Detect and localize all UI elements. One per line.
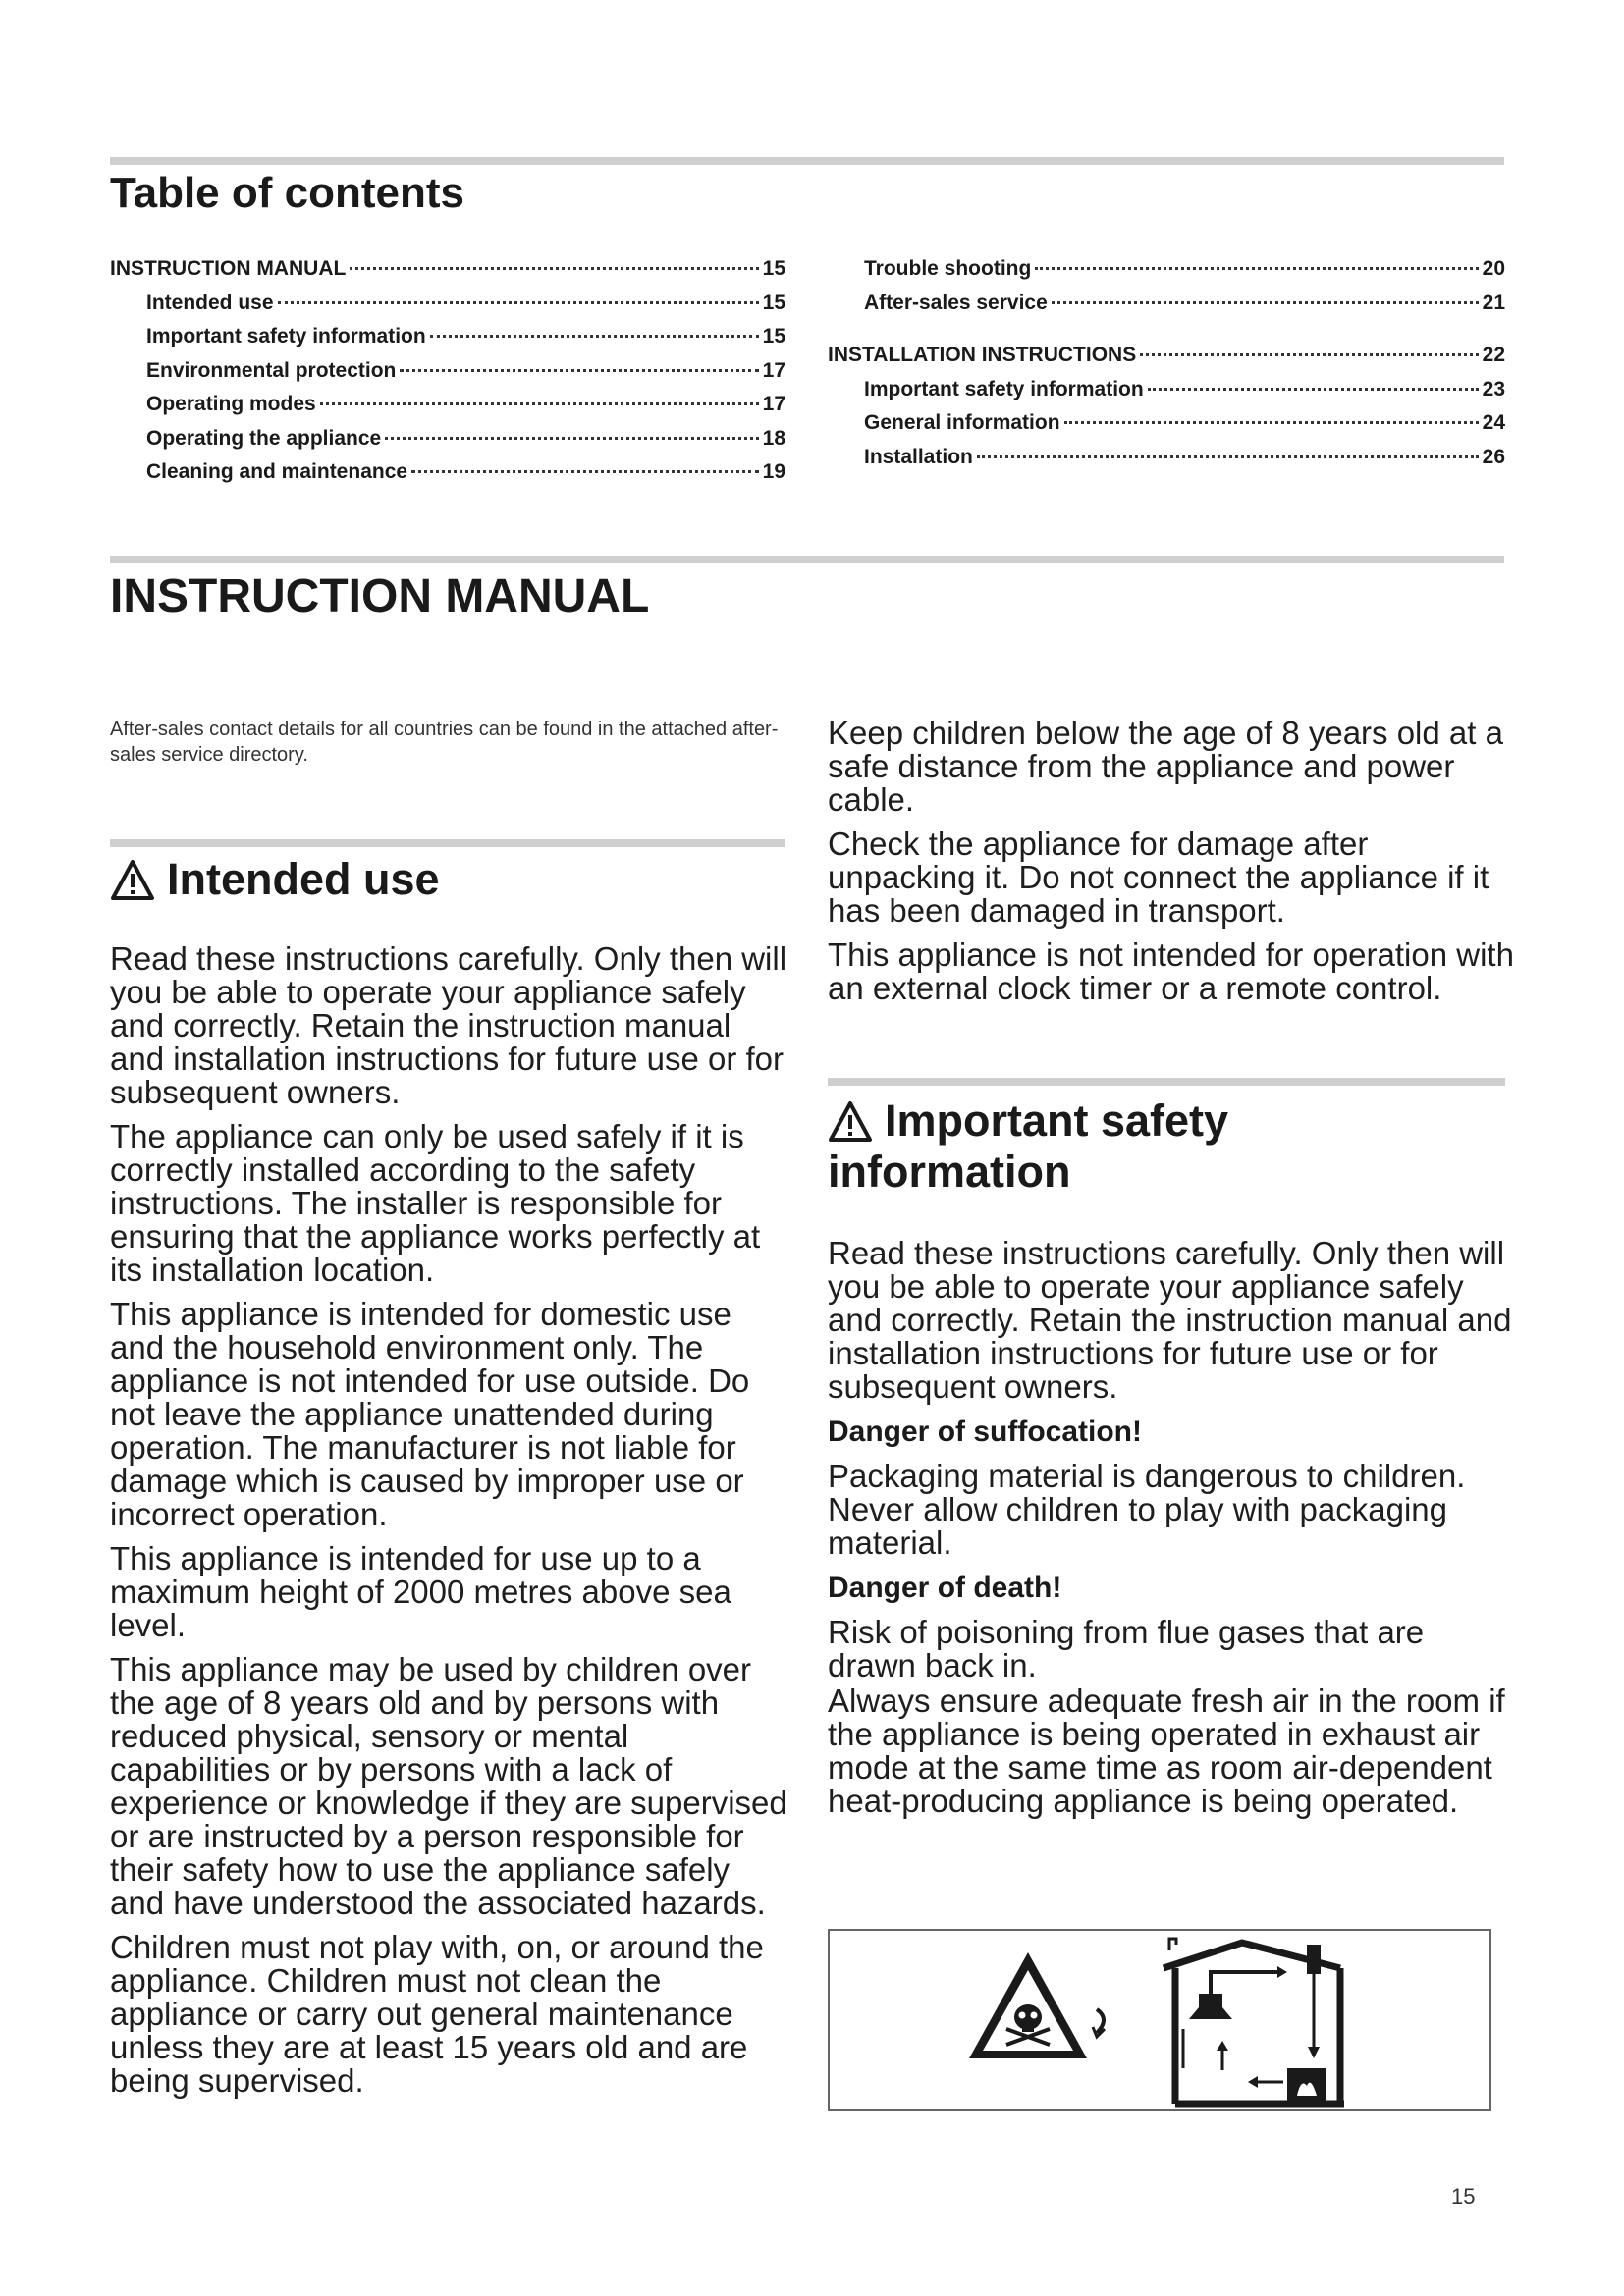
toc-label: Cleaning and maintenance (146, 460, 408, 483)
safety-heading-text (828, 1095, 1229, 1198)
toc-entry-installation[interactable] (828, 446, 1505, 480)
intended-use-section (110, 854, 787, 2109)
toc-page: 19 (762, 460, 785, 483)
toc-top-rule (110, 157, 1504, 165)
toc-title: Table of contents (110, 169, 464, 217)
toc-entry-environmental-protection[interactable] (110, 359, 785, 394)
toc-label: Installation (864, 445, 973, 468)
main-title-rule (110, 556, 1504, 563)
toc-entry-installation-instructions[interactable] (828, 344, 1505, 378)
safety-heading-line2: information (828, 1147, 1071, 1197)
warning-triangle-icon (110, 859, 155, 902)
toc-label: Important safety information (146, 325, 426, 347)
toc-entry-instruction-manual[interactable] (110, 257, 785, 292)
death-paragraph-1: Risk of poisoning from flue gases that are drawn back in. (828, 1614, 1425, 1683)
safety-rule (828, 1078, 1505, 1086)
suffocation-paragraph: Packaging material is dangerous to children. Never allow children to play with packaging material. (828, 1458, 1466, 1561)
toc-label: Intended use (146, 291, 274, 314)
toc-dot-leader (278, 301, 759, 304)
toc-entry-trouble-shooting[interactable] (828, 257, 1505, 292)
timer-paragraph: This appliance is not intended for operation with an external clock timer or a remote control. (828, 936, 1514, 1006)
poison-warning-icon (969, 1952, 1087, 2058)
intended-use-paragraph: The appliance can only be used safely if it is correctly installed according to the safety instructions. The installer is responsible for ensuring that the appliance works perfectly at its installation location. (110, 1118, 761, 1288)
toc-label: INSTALLATION INSTRUCTIONS (828, 344, 1137, 366)
flue-gas-hazard-drawing (830, 1931, 1493, 2113)
death-heading: Danger of death! (828, 1572, 1062, 1604)
intended-use-heading (110, 854, 787, 905)
toc-dot-leader (977, 455, 1479, 458)
suffocation-heading: Danger of suffocation! (828, 1415, 1142, 1448)
toc-page: 26 (1482, 445, 1505, 468)
toc-dot-leader (385, 437, 758, 440)
toc-entry-general-information[interactable] (828, 411, 1505, 446)
toc-label: General information (864, 411, 1060, 434)
toc-dot-leader (1064, 421, 1479, 424)
page-number: 15 (1451, 2184, 1476, 2209)
safety-heading-line1: Important safety (885, 1095, 1229, 1146)
toc-label: Environmental protection (146, 358, 397, 382)
toc-entry-install-safety[interactable] (828, 378, 1505, 412)
safety-intro-paragraph: Read these instructions carefully. Only then will you be able to operate your appliance safely and correctly. Retain the instruction manual and installation instructions for future use or for subsequent owners. (828, 1235, 1512, 1405)
toc-page: 18 (762, 426, 785, 450)
intended-use-paragraph: Children must not play with, on, or around the appliance. Children must not clean the appliance or carry out general maintenance unless they are at least 15 years old and are being supervised. (110, 1929, 764, 2099)
toc-label: Operating the appliance (146, 426, 382, 450)
toc-left-column (110, 257, 785, 495)
toc-gap (828, 325, 1505, 344)
intended-use-heading-text: Intended use (167, 854, 440, 904)
toc-entry-operating-modes[interactable] (110, 393, 785, 427)
toc-page: 15 (762, 325, 785, 347)
toc-dot-leader (1148, 388, 1479, 391)
toc-page: 15 (762, 291, 785, 314)
toc-label: Trouble shooting (864, 257, 1032, 280)
intended-use-paragraph: Read these instructions carefully. Only then will you be able to operate your appliance safely and correctly. Retain the instruction manual and installation instructions for future use or for subsequent owners. (110, 940, 787, 1110)
safety-heading (828, 1095, 1515, 1198)
damage-check-paragraph: Check the appliance for damage after unpacking it. Do not connect the appliance if it has been damaged in transport. (828, 826, 1489, 929)
intended-use-rule (110, 839, 785, 847)
toc-dot-leader (1140, 353, 1478, 356)
flue-gas-hazard-illustration (828, 1929, 1491, 2111)
toc-page: 22 (1482, 344, 1505, 366)
intended-use-paragraph: This appliance is intended for domestic use and the household environment only. The appliance is not intended for use outside. Do not leave the appliance unattended during operation. The manufacturer is not liable for damage which is caused by improper use or incorrect operation. (110, 1296, 750, 1532)
death-paragraph-2: Always ensure adequate fresh air in the room if the appliance is being operated in exhaust air mode at the same time as room air-dependent heat-producing appliance is being operated. (828, 1682, 1505, 1819)
toc-entry-important-safety[interactable] (110, 325, 785, 359)
toc-label: INSTRUCTION MANUAL (110, 257, 347, 280)
toc-dot-leader (430, 335, 759, 338)
toc-entry-operating-appliance[interactable] (110, 427, 785, 461)
toc-dot-leader (1052, 301, 1479, 304)
intended-use-paragraph: This appliance is intended for use up to a maximum height of 2000 metres above sea level. (110, 1540, 731, 1643)
intended-use-paragraph: This appliance may be used by children over the age of 8 years old and by persons with reduced physical, sensory or mental capabilities or by persons with a lack of experience or knowledge if they are supervised or are instructed by a person responsible for their safety how to use the appliance safely and have understood the associated hazards. (110, 1651, 787, 1921)
toc-page: 24 (1482, 411, 1505, 434)
toc-label: After-sales service (864, 291, 1048, 314)
toc-page: 21 (1482, 291, 1505, 314)
toc-dot-leader (400, 369, 758, 372)
toc-page: 20 (1482, 257, 1505, 280)
toc-entry-after-sales[interactable] (828, 292, 1505, 326)
toc-page: 23 (1482, 377, 1505, 400)
toc-entry-intended-use[interactable] (110, 292, 785, 326)
children-distance-paragraph: Keep children below the age of 8 years old at a safe distance from the appliance and power cable. (828, 715, 1503, 818)
toc-dot-leader (350, 267, 758, 270)
toc-right-column (828, 257, 1505, 479)
toc-entry-cleaning-maintenance[interactable] (110, 460, 785, 495)
toc-page: 17 (762, 393, 785, 415)
toc-page: 17 (762, 358, 785, 382)
warning-triangle-icon (828, 1100, 873, 1144)
toc-dot-leader (320, 402, 759, 405)
contact-note: After-sales contact details for all countries can be found in the attached after-sales service directory. (110, 719, 779, 766)
toc-label: Important safety information (864, 377, 1144, 400)
right-column (828, 717, 1515, 1829)
main-title: INSTRUCTION MANUAL (110, 570, 650, 622)
toc-dot-leader (411, 470, 759, 473)
house-icon (1164, 1939, 1344, 2104)
toc-page: 15 (762, 257, 785, 280)
toc-label: Operating modes (146, 393, 316, 415)
toc-dot-leader (1035, 267, 1478, 270)
